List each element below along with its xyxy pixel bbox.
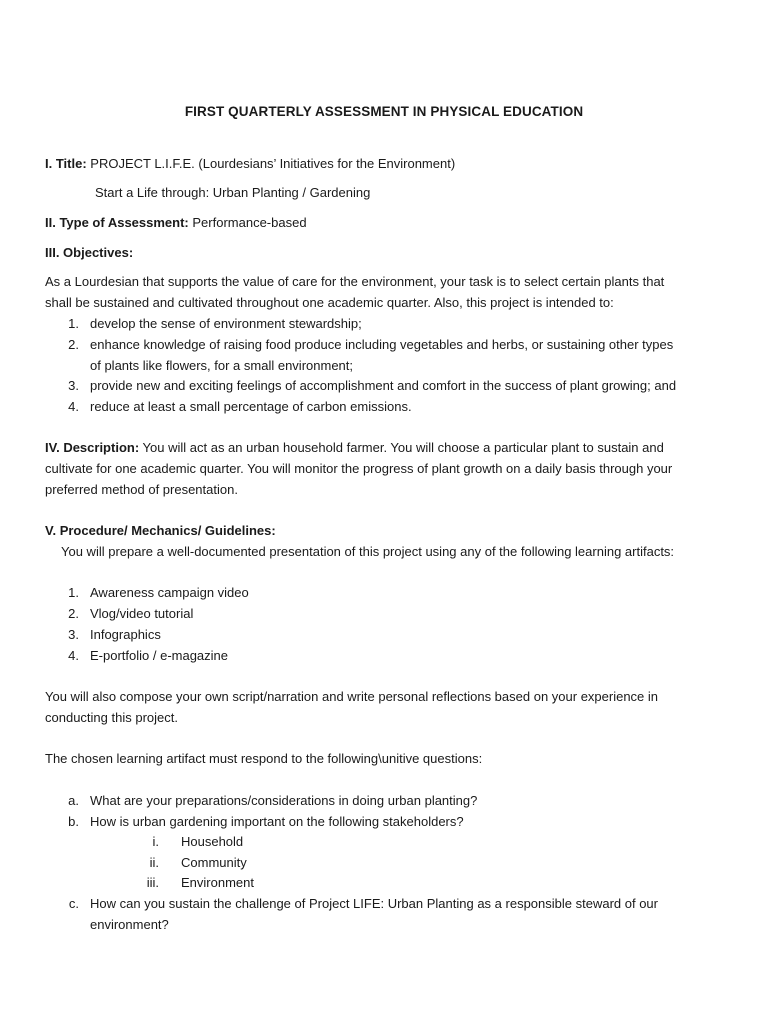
description-line-1: You will act as an urban household farmer. You will choose a particular plant to sustain and — [142, 440, 664, 455]
question-item: What are your preparations/considerations in doing urban planting? — [90, 793, 478, 808]
assessment-type-heading: II. Type of Assessment: — [45, 215, 189, 230]
artifact-number: 3. — [68, 627, 79, 642]
compose-line-1: You will also compose your own script/narration and write personal reflections based on your experience in — [45, 689, 659, 704]
stakeholder-number: ii. — [149, 855, 159, 870]
title-section — [45, 156, 455, 172]
description-line-3: preferred method of presentation. — [45, 482, 238, 497]
objective-number: 4. — [68, 399, 79, 414]
stakeholder-number: iii. — [146, 875, 159, 890]
stakeholder-number: i. — [152, 834, 159, 849]
artifact-number: 4. — [68, 648, 79, 663]
document-title: FIRST QUARTERLY ASSESSMENT IN PHYSICAL EDUCATION — [184, 104, 584, 119]
assessment-type-section — [45, 215, 307, 231]
procedure-heading — [45, 523, 276, 539]
question-letter: a. — [68, 793, 79, 808]
objective-number: 3. — [68, 378, 79, 393]
title-heading: I. Title: — [45, 156, 87, 171]
objectives-heading — [45, 245, 133, 261]
assessment-type-text: Performance-based — [192, 215, 307, 230]
objectives-intro-line-1: As a Lourdesian that supports the value of care for the environment, your task is to select certain plants that — [45, 274, 665, 289]
description-heading: IV. Description: — [45, 440, 140, 455]
objective-item-continued: of plants like flowers, for a small environment; — [90, 358, 353, 373]
stakeholder-item: Environment — [181, 875, 254, 890]
questions-intro: The chosen learning artifact must respond to the following\unitive questions: — [45, 751, 483, 766]
objectives-heading-text: III. Objectives: — [45, 245, 134, 260]
procedure-heading-text: V. Procedure/ Mechanics/ Guidelines: — [45, 523, 276, 538]
procedure-intro: You will prepare a well-documented presentation of this project using any of the following learning artifacts: — [61, 544, 675, 559]
question-item: How is urban gardening important on the following stakeholders? — [90, 814, 464, 829]
compose-line-2: conducting this project. — [45, 710, 178, 725]
artifact-item: Infographics — [90, 627, 161, 642]
objective-item: enhance knowledge of raising food produce including vegetables and herbs, or sustaining other types — [90, 337, 674, 352]
objective-item: provide new and exciting feelings of accomplishment and comfort in the success of plant growing; and — [90, 378, 677, 393]
stakeholder-item: Community — [181, 855, 247, 870]
objective-number: 1. — [68, 316, 79, 331]
objective-item: develop the sense of environment stewardship; — [90, 316, 362, 331]
artifact-item: Awareness campaign video — [90, 585, 249, 600]
artifact-number: 1. — [68, 585, 79, 600]
artifact-item: Vlog/video tutorial — [90, 606, 194, 621]
objective-item: reduce at least a small percentage of carbon emissions. — [90, 399, 412, 414]
description-line-2: cultivate for one academic quarter. You will monitor the progress of plant growth on a daily basis through your — [45, 461, 673, 476]
question-item: How can you sustain the challenge of Project LIFE: Urban Planting as a responsible steward of our — [90, 896, 658, 911]
description-section — [45, 440, 664, 456]
artifact-item: E-portfolio / e-magazine — [90, 648, 229, 663]
stakeholder-item: Household — [181, 834, 244, 849]
objectives-intro-line-2: shall be sustained and cultivated throughout one academic quarter. Also, this project is intended to: — [45, 295, 614, 310]
title-subtitle: Start a Life through: Urban Planting / Gardening — [95, 185, 371, 200]
question-letter: c. — [68, 896, 79, 911]
artifact-number: 2. — [68, 606, 79, 621]
objective-number: 2. — [68, 337, 79, 352]
question-item-continued: environment? — [90, 917, 169, 932]
question-letter: b. — [68, 814, 79, 829]
title-text: PROJECT L.I.F.E. (Lourdesians’ Initiatives for the Environment) — [90, 156, 456, 171]
